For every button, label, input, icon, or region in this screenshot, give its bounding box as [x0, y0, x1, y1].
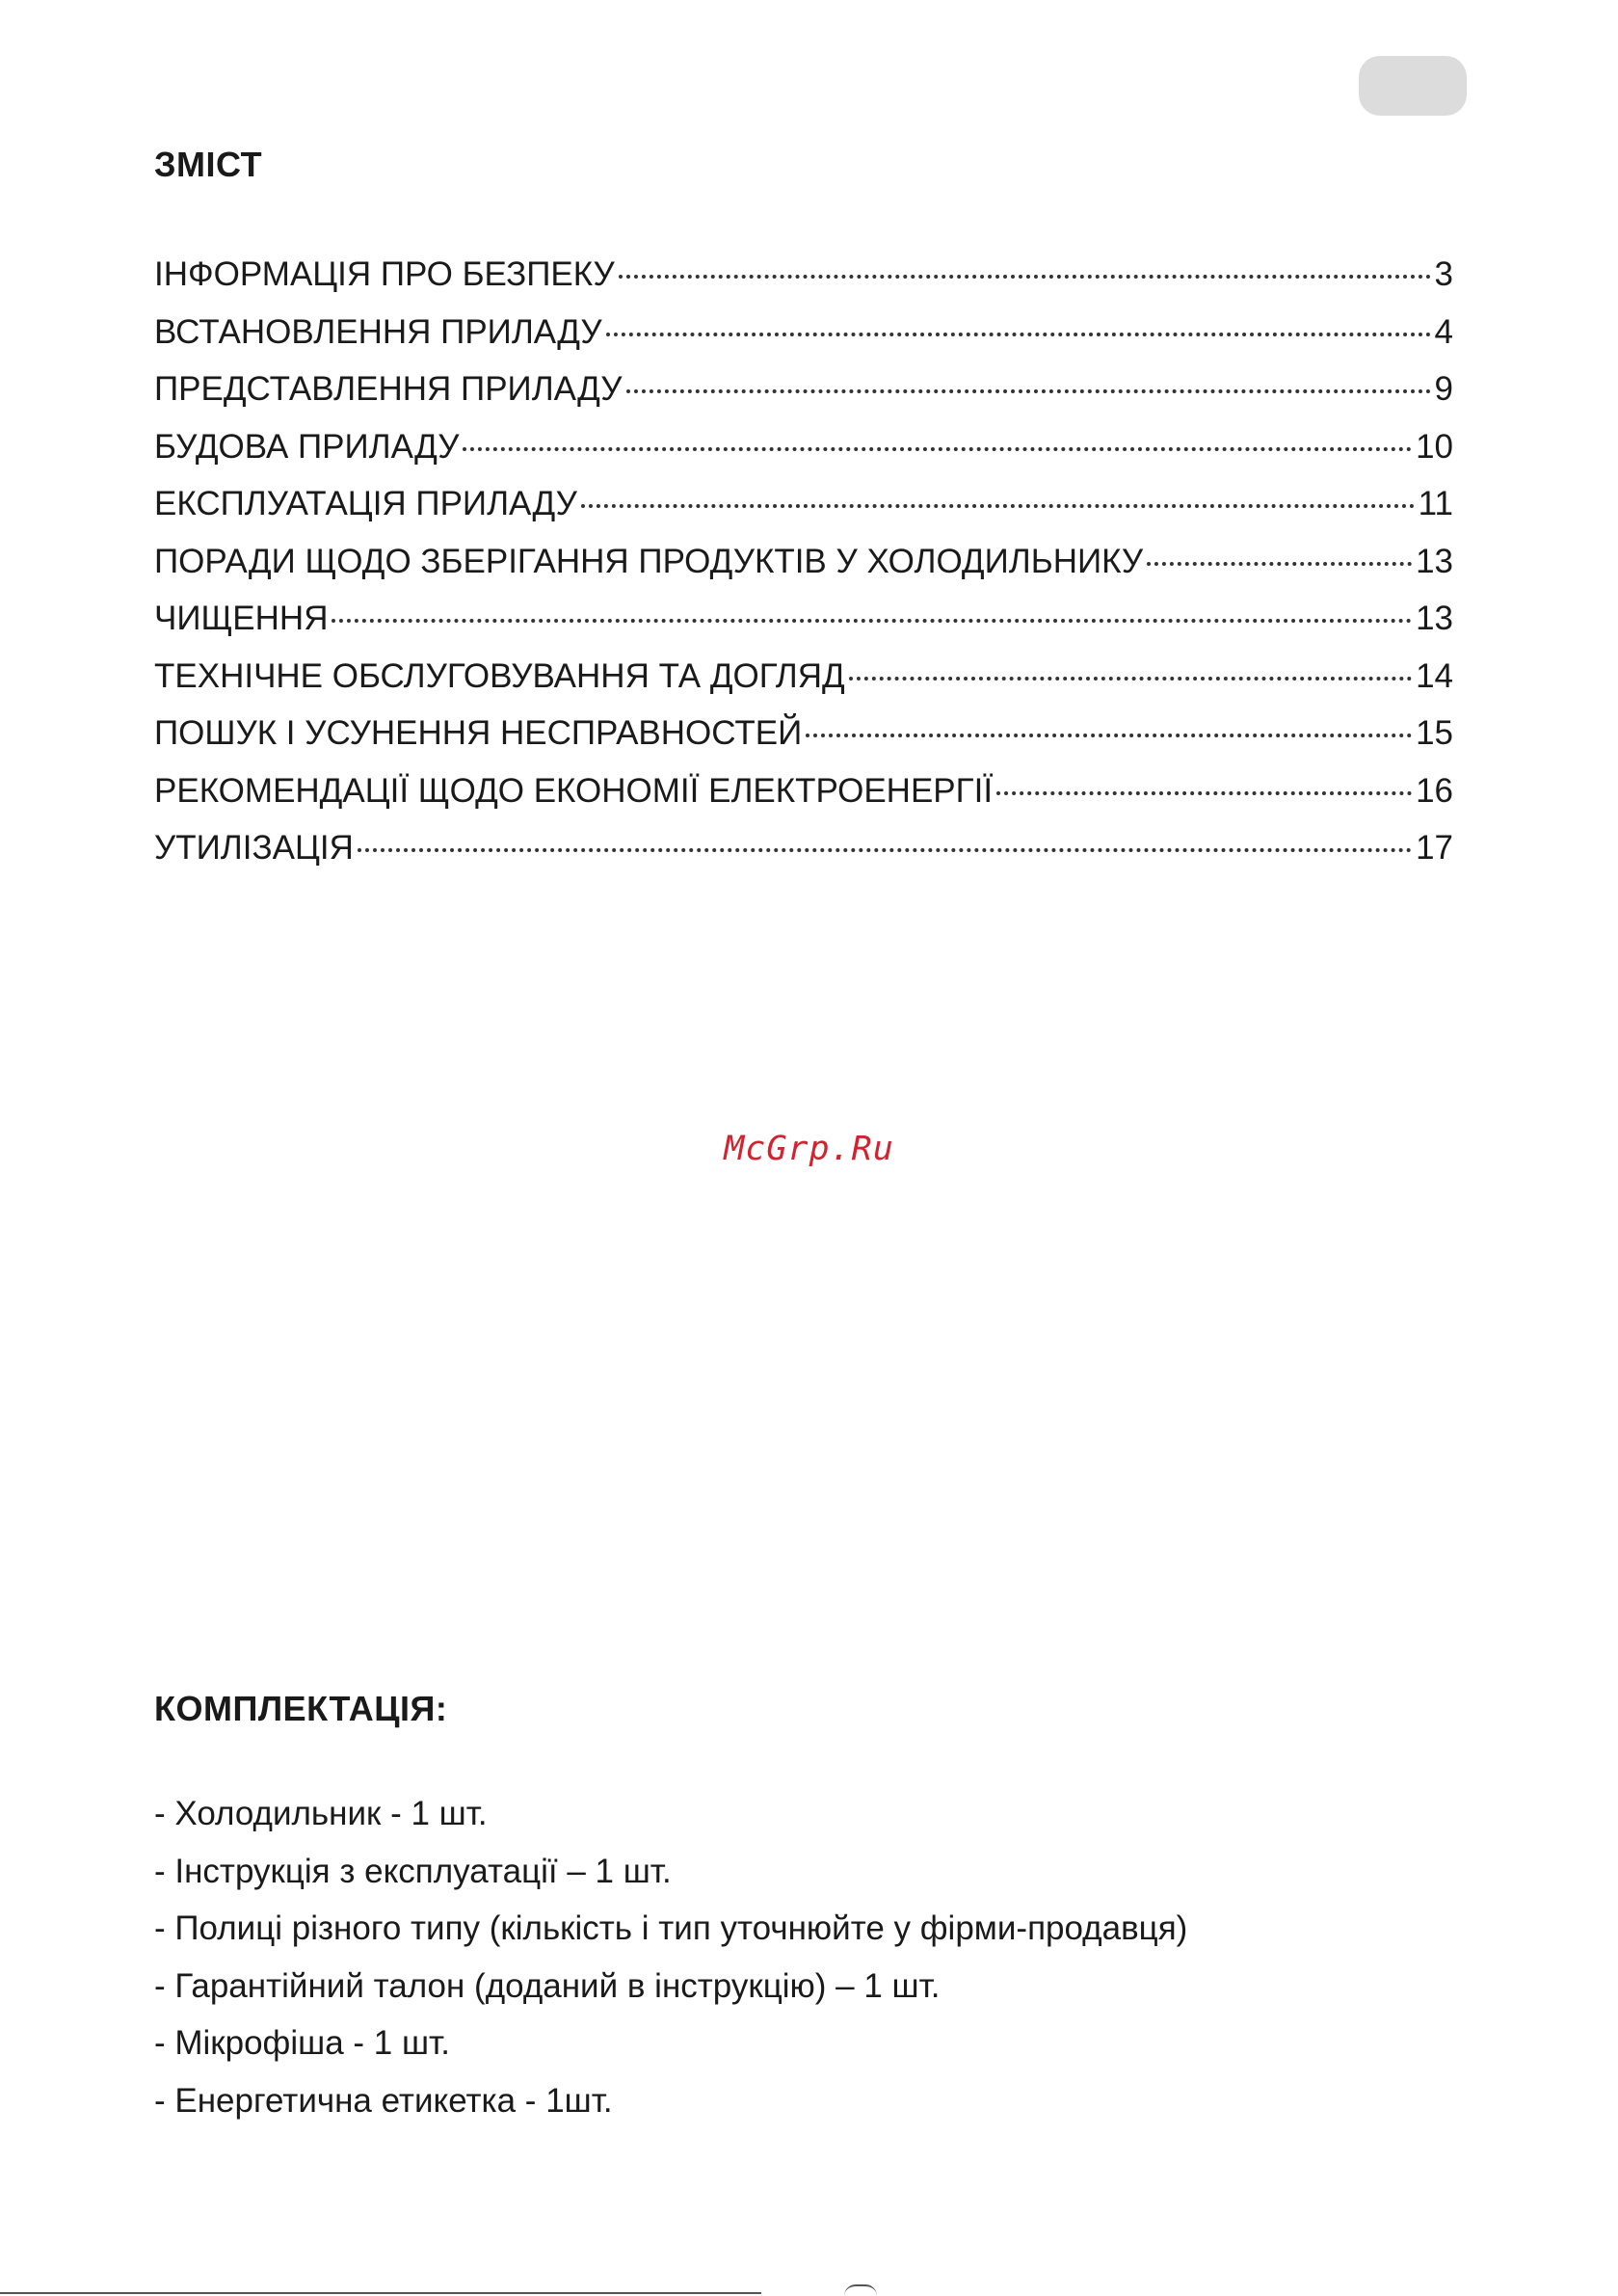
toc-entry-title: ПРЕДСТАВЛЕННЯ ПРИЛАДУ: [154, 370, 623, 408]
toc-entry-page: 9: [1434, 370, 1453, 408]
toc-entry-title: БУДОВА ПРИЛАДУ: [154, 427, 460, 466]
toc-entry-page: 13: [1416, 542, 1453, 580]
toc-entry-page: 17: [1416, 829, 1453, 867]
kit-list-item: - Холодильник - 1 шт.: [154, 1795, 488, 1832]
toc-entry: [154, 418, 1453, 476]
toc-dot-leader: [619, 275, 1431, 279]
toc-entry-page: 4: [1434, 312, 1453, 351]
footer-rule: [0, 2292, 761, 2294]
kit-list: [154, 1785, 1446, 2129]
toc-entry-title: ПОРАДИ ЩОДО ЗБЕРІГАННЯ ПРОДУКТІВ У ХОЛОДИЛЬНИКУ: [154, 542, 1144, 580]
kit-list-item: - Інструкція з експлуатації – 1 шт.: [154, 1852, 672, 1890]
toc-entry-page: 16: [1416, 771, 1453, 810]
toc-entry-page: 3: [1434, 255, 1453, 293]
toc-entry-title: ВСТАНОВЛЕННЯ ПРИЛАДУ: [154, 312, 602, 351]
toc-entry: [154, 590, 1453, 648]
toc-entry-title: ТЕХНІЧНЕ ОБСЛУГОВУВАННЯ ТА ДОГЛЯД: [154, 656, 845, 695]
toc-entry: [154, 648, 1453, 706]
toc-entry: [154, 360, 1453, 418]
toc-entry: [154, 705, 1453, 762]
toc-entry-title: УТИЛІЗАЦІЯ: [154, 829, 354, 867]
toc-entry: [154, 762, 1453, 820]
toc-entry-page: 11: [1418, 485, 1453, 522]
table-of-contents: [154, 246, 1453, 877]
toc-dot-leader: [332, 619, 1412, 623]
toc-entry: [154, 304, 1453, 361]
toc-entry: [154, 246, 1453, 304]
toc-entry: [154, 533, 1453, 591]
toc-entry-page: 13: [1416, 600, 1453, 637]
toc-entry-page: 15: [1416, 714, 1453, 752]
kit-heading: КОМПЛЕКТАЦІЯ:: [154, 1689, 448, 1728]
kit-list-item: - Енергетична етикетка - 1шт.: [154, 2081, 613, 2120]
kit-list-item: - Мікрофіша - 1 шт.: [154, 2024, 450, 2062]
toc-dot-leader: [996, 791, 1412, 795]
toc-entry-title: ПОШУК І УСУНЕННЯ НЕСПРАВНОСТЕЙ: [154, 714, 803, 752]
toc-entry: [154, 475, 1453, 533]
toc-heading: ЗМІСТ: [154, 145, 263, 184]
toc-entry-title: РЕКОМЕНДАЦІЇ ЩОДО ЕКОНОМІЇ ЕЛЕКТРОЕНЕРГІЇ: [154, 771, 994, 810]
toc-dot-leader: [806, 734, 1412, 737]
toc-dot-leader: [463, 447, 1412, 451]
kit-list-item: - Полиці різного типу (кількість і тип уточнюйте у фірми-продавця): [154, 1909, 1188, 1947]
footer-page-marker: [844, 2284, 877, 2296]
toc-entry-title: ЕКСПЛУАТАЦІЯ ПРИЛАДУ: [154, 485, 577, 522]
toc-dot-leader: [581, 504, 1415, 508]
toc-dot-leader: [606, 333, 1431, 336]
kit-list-item: - Гарантійний талон (доданий в інструкцію) – 1 шт.: [154, 1966, 941, 2005]
toc-entry-title: ЧИЩЕННЯ: [154, 600, 329, 637]
toc-entry: [154, 819, 1453, 877]
watermark-text: McGrp.Ru: [724, 1130, 894, 1168]
language-tab-marker: [1359, 56, 1467, 116]
toc-entry-page: 14: [1416, 656, 1453, 695]
toc-entry-title: ІНФОРМАЦІЯ ПРО БЕЗПЕКУ: [154, 255, 615, 293]
toc-dot-leader: [358, 848, 1412, 852]
toc-entry-page: 10: [1416, 427, 1453, 466]
toc-dot-leader: [626, 389, 1431, 393]
toc-dot-leader: [1147, 562, 1412, 566]
toc-dot-leader: [849, 677, 1412, 681]
